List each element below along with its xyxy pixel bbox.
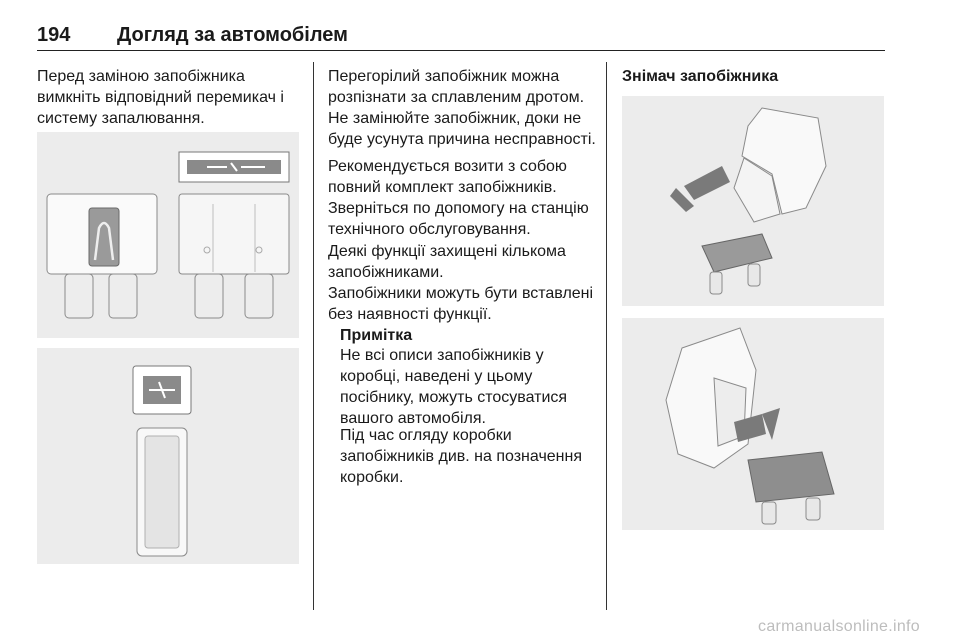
column-divider — [313, 62, 314, 610]
blade-fuse-figure — [37, 132, 299, 338]
paragraph-blown-fuse: Перегорілий запобіжник можна розпізнати за сплавленим дротом. Не замінюйте запобіжник, доки не буде усунута причина несправності. — [328, 68, 596, 148]
intro-paragraph: Перед заміною запобіжника вимкніть відповідний перемикач і систему запалювання. — [37, 68, 284, 127]
fuse-puller-maxi-figure — [622, 318, 884, 530]
paragraph-multiple-fuses: Деякі функції захищені кількома запобіжниками. — [328, 243, 566, 281]
page-title: Догляд за автомобілем — [117, 24, 348, 46]
section-heading: Знімач запобіжника — [622, 68, 779, 85]
maxi-fuse-figure — [37, 348, 299, 564]
page-header — [37, 22, 885, 51]
note-paragraph: Під час огляду коробки запобіжників див. на позначення коробки. — [340, 427, 583, 486]
note-heading: Примітка — [340, 327, 413, 344]
paragraph-spare-fuses: Рекомендується возити з собою повний комплект запобіжників. Зверніться по допомогу на станцію технічного обслуговування. — [328, 158, 589, 238]
fuse-puller-mini-figure — [622, 96, 884, 306]
page-number: 194 — [37, 24, 71, 46]
paragraph-fuse-without-function: Запобіжники можуть бути вставлені без наявності функції. — [328, 285, 594, 323]
column-divider — [606, 62, 607, 610]
watermark: carmanualsonline.info — [758, 618, 920, 635]
note-paragraph: Не всі описи запобіжників у коробці, наведені у цьому посібнику, можуть стосуватися вашого автомобіля. — [340, 347, 568, 427]
